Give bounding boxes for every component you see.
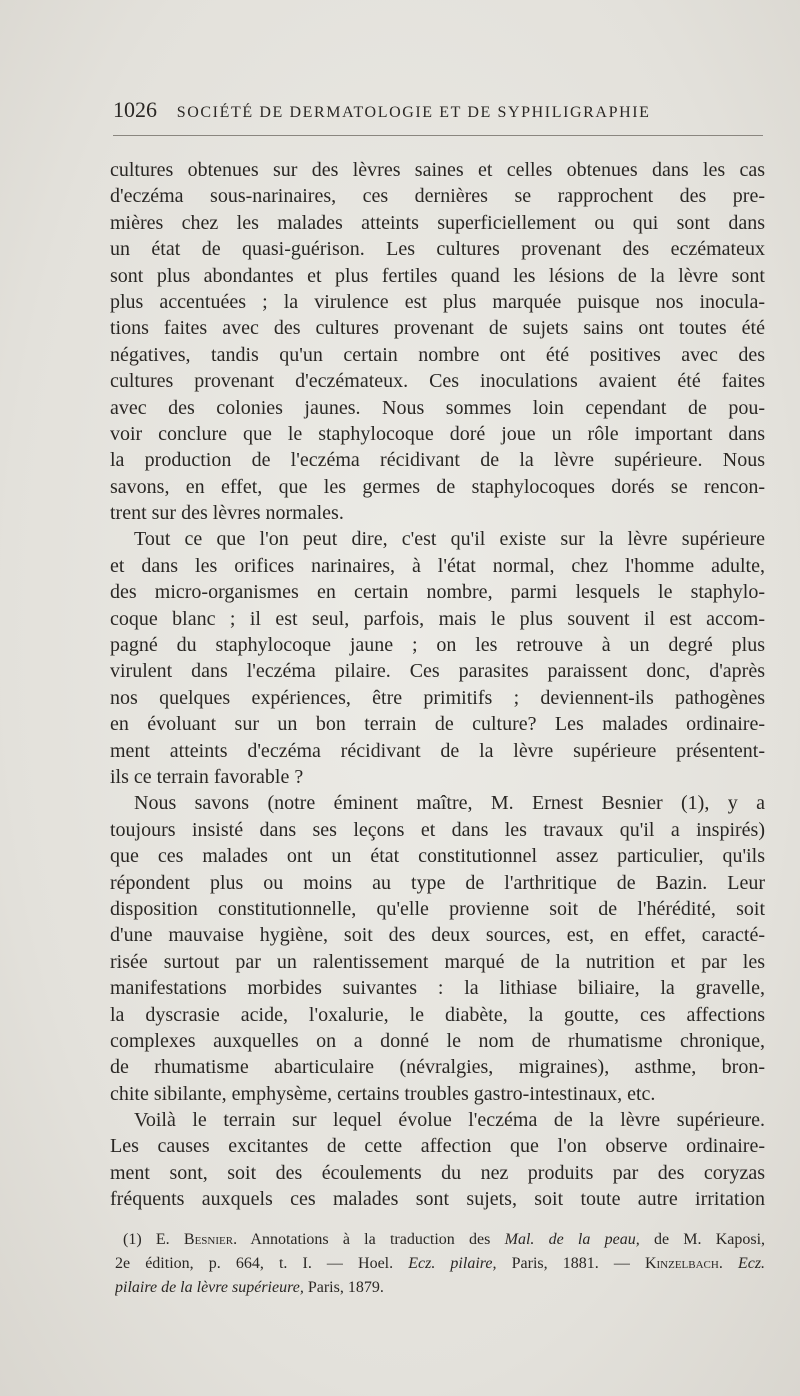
text-line: ils ce terrain favorable ? [110, 765, 304, 788]
text-line: chite sibilante, emphysème, certains troubles gastro-intestinaux, etc. [110, 1082, 656, 1105]
footnote-author: Besnier. [183, 1231, 238, 1248]
footnote-text: de M. Kaposi, [653, 1231, 765, 1248]
text-line: cultures obtenues sur des lèvres saines et celles obtenues dans les cas [110, 159, 765, 181]
page-number: 1026 [113, 97, 157, 122]
text-line: la production de l'eczéma récidivant de la lèvre supérieure. Nous [110, 449, 765, 472]
running-head: SOCIÉTÉ DE DERMATOLOGIE ET DE SYPHILIGRAPHIE [176, 104, 651, 121]
text-line: ment atteints d'eczéma récidivant de la lèvre supérieure présentent- [110, 739, 765, 762]
text-line: manifestations morbides suivantes : la lithiase biliaire, la gravelle, [110, 977, 765, 1000]
text-line: fréquents auxquels ces malades sont sujets, soit toute autre irritation [110, 1188, 765, 1211]
text-line: d'une mauvaise hygiène, soit des deux sources, est, en effet, caracté- [110, 924, 765, 947]
body-text [110, 157, 765, 1213]
text-line: pagné du staphylocoque jaune ; on les retrouve à un degré plus [110, 634, 765, 657]
text-line: la dyscrasie acide, l'oxalurie, le diabète, la goutte, ces affections [110, 1003, 765, 1026]
text-line: toujours insisté dans ses leçons et dans les travaux qu'il a inspirés) [110, 818, 765, 841]
text-line: virulent dans l'eczéma pilaire. Ces parasites paraissent donc, d'après [110, 660, 765, 683]
text-line: plus accentuées ; la virulence est plus marquée puisque nos inocula- [110, 290, 765, 313]
text-line: cultures provenant d'eczémateux. Ces inoculations avaient été faites [110, 370, 765, 393]
text-line: disposition constitutionnelle, qu'elle provienne soit de l'hérédité, soit [110, 897, 765, 920]
footnote-title: Mal. de la peau, [504, 1231, 640, 1248]
footnote-text: Paris, 1879. [307, 1279, 384, 1296]
text-line: ment sont, soit des écoulements du nez produits par des coryzas [110, 1161, 765, 1184]
text-line: risée surtout par un ralentissement marqué de la nutrition et par les [110, 950, 765, 973]
text-line: savons, en effet, que les germes de staphylocoques dorés se rencon- [110, 475, 765, 498]
text-line: nos quelques expériences, être primitifs ; deviennent-ils pathogènes [110, 686, 765, 709]
footnote [115, 1228, 765, 1300]
footnote-title: Ecz. [737, 1255, 765, 1272]
text-line: tions faites avec des cultures provenant de sujets sains ont toutes été [110, 317, 765, 340]
text-line: d'eczéma sous-narinaires, ces dernières se rapprochent des pre- [110, 185, 765, 208]
header-rule [113, 135, 763, 136]
text-line: répondent plus ou moins au type de l'arthritique de Bazin. Leur [110, 871, 765, 894]
text-line: avec des colonies jaunes. Nous sommes loin cependant de pou- [110, 396, 765, 419]
footnote-line [115, 1276, 765, 1300]
text-line: que ces malades ont un état constitutionnel assez particulier, qu'ils [110, 845, 765, 868]
text-line: en évoluant sur un bon terrain de culture? Les malades ordinaire- [110, 713, 765, 736]
footnote-text: 2e édition, p. 664, t. I. — Hoel. [115, 1255, 394, 1272]
footnote-marker: (1) E. [123, 1231, 170, 1248]
text-line: Tout ce que l'on peut dire, c'est qu'il existe sur la lèvre supérieure [134, 528, 765, 551]
text-line: Nous savons (notre éminent maître, M. Ernest Besnier (1), y a [134, 792, 765, 815]
text-line: Voilà le terrain sur lequel évolue l'eczéma de la lèvre supérieure. [134, 1109, 765, 1132]
text-line: et dans les orifices narinaires, à l'état normal, chez l'homme adulte, [110, 554, 765, 577]
text-line: mières chez les malades atteints superficiellement ou qui sont dans [110, 211, 765, 234]
text-line: sont plus abondantes et plus fertiles quand les lésions de la lèvre sont [110, 264, 765, 287]
footnote-title: Ecz. pilaire, [408, 1255, 497, 1272]
footnote-line [115, 1252, 765, 1276]
footnote-text: Annotations à la traduction des [250, 1231, 491, 1248]
page-header [113, 97, 763, 123]
text-line: complexes auxquelles on a donné le nom de rhumatisme chronique, [110, 1029, 765, 1052]
text-line: négatives, tandis qu'un certain nombre ont été positives avec des [110, 343, 765, 366]
text-line: de rhumatisme abarticulaire (névralgies, migraines), asthme, bron- [110, 1056, 765, 1079]
footnote-title: pilaire de la lèvre supérieure, [115, 1279, 304, 1296]
text-line: coque blanc ; il est seul, parfois, mais le plus souvent il est accom- [110, 607, 765, 630]
footnote-line [115, 1228, 765, 1252]
footnote-text: Paris, 1881. — [511, 1255, 630, 1272]
text-line: Les causes excitantes de cette affection que l'on observe ordinaire- [110, 1135, 765, 1158]
text-line: trent sur des lèvres normales. [110, 502, 344, 525]
footnote-author: Kinzelbach. [644, 1255, 723, 1272]
text-line: des micro-organismes en certain nombre, parmi lesquels le staphylo- [110, 581, 765, 604]
text-line: voir conclure que le staphylocoque doré joue un rôle important dans [110, 422, 765, 445]
text-line: un état de quasi-guérison. Les cultures provenant des eczémateux [110, 238, 765, 261]
